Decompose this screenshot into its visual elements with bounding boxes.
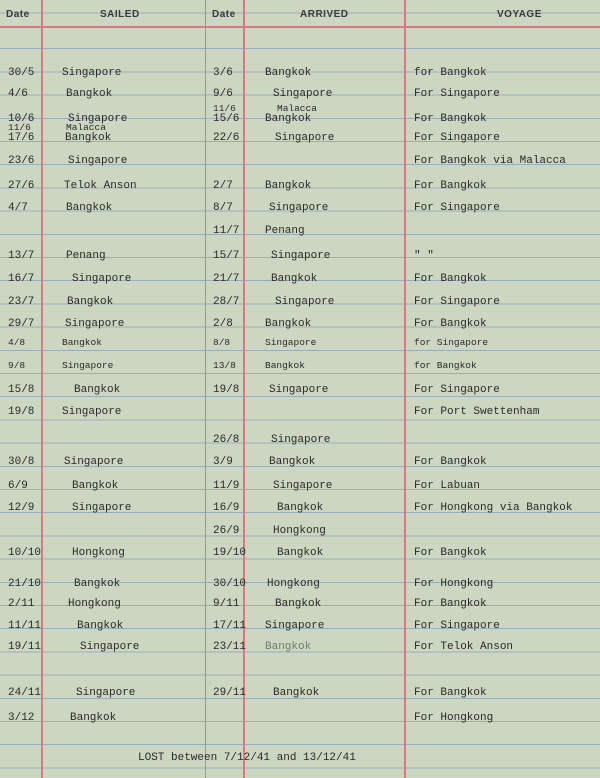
sailed-date-cell: 2/11 xyxy=(8,598,35,610)
arrived-date-cell: 17/11 xyxy=(213,620,247,632)
sailed-port-cell: Telok Anson xyxy=(64,180,137,192)
arrived-date-cell: 2/8 xyxy=(213,318,233,330)
arrived-date-cell: 11/9 xyxy=(213,480,240,492)
voyage-cell: For Hongkong xyxy=(414,712,494,724)
arrived-port-cell: Bangkok xyxy=(277,547,324,559)
sailed-port-cell: Bangkok xyxy=(65,132,112,144)
sailed-port-cell: Bangkok xyxy=(74,578,121,590)
arrived-port-cell: Singapore xyxy=(271,250,331,262)
arrived-port-cell: Malacca xyxy=(277,103,317,114)
voyage-cell: For Singapore xyxy=(414,296,500,308)
sailed-port-cell: Singapore xyxy=(72,273,132,285)
sailed-port-cell: Singapore xyxy=(68,113,128,125)
sailed-port-cell: Singapore xyxy=(64,456,124,468)
header-arrived: ARRIVED xyxy=(300,9,349,20)
sailed-port-cell: Singapore xyxy=(72,502,132,514)
sailed-port-cell: Singapore xyxy=(80,641,140,653)
sailed-date-cell: 30/8 xyxy=(8,456,35,468)
arrived-date-cell: 19/8 xyxy=(213,384,240,396)
sailed-port-cell: Bangkok xyxy=(62,337,102,348)
arrived-port-cell: Penang xyxy=(265,225,305,237)
voyage-cell: For Bangkok xyxy=(414,113,487,125)
arrived-date-cell: 3/9 xyxy=(213,456,233,468)
sailed-port-cell: Singapore xyxy=(68,155,128,167)
arrived-port-cell: Bangkok xyxy=(275,598,322,610)
sailed-date-cell: 10/6 xyxy=(8,113,35,125)
arrived-port-cell: Singapore xyxy=(275,132,335,144)
sailed-port-cell: Bangkok xyxy=(77,620,124,632)
sailed-date-cell: 11/6 xyxy=(8,122,31,133)
sailed-port-cell: Bangkok xyxy=(74,384,121,396)
sailed-port-cell: Singapore xyxy=(65,318,125,330)
sailed-date-cell: 24/11 xyxy=(8,687,42,699)
sailed-date-cell: 23/6 xyxy=(8,155,35,167)
voyage-cell: For Hongkong via Bangkok xyxy=(414,502,573,514)
arrived-date-cell: 15/6 xyxy=(213,113,240,125)
sailed-port-cell: Malacca xyxy=(66,122,106,133)
arrived-port-cell: Singapore xyxy=(265,337,317,348)
sailed-date-cell: 11/11 xyxy=(8,620,42,632)
arrived-date-cell: 2/7 xyxy=(213,180,233,192)
voyage-cell: For Bangkok xyxy=(414,273,487,285)
sailed-date-cell: 30/5 xyxy=(8,67,35,79)
sailed-date-cell: 9/8 xyxy=(8,360,26,371)
arrived-port-cell: Hongkong xyxy=(267,578,320,590)
arrived-date-cell: 8/7 xyxy=(213,202,233,214)
arrived-date-cell: 28/7 xyxy=(213,296,240,308)
arrived-date-cell: 26/9 xyxy=(213,525,240,537)
arrived-port-cell: Bangkok xyxy=(265,641,312,653)
voyage-cell: For Singapore xyxy=(414,132,500,144)
voyage-cell: For Bangkok xyxy=(414,687,487,699)
voyage-cell: For Telok Anson xyxy=(414,641,514,653)
sailed-port-cell: Bangkok xyxy=(66,88,113,100)
sailed-date-cell: 23/7 xyxy=(8,296,35,308)
arrived-date-cell: 23/11 xyxy=(213,641,247,653)
arrived-date-cell: 13/8 xyxy=(213,360,236,371)
arrived-port-cell: Bangkok xyxy=(265,318,312,330)
arrived-date-cell: 11/7 xyxy=(213,225,240,237)
sailed-port-cell: Singapore xyxy=(76,687,136,699)
arrived-port-cell: Bangkok xyxy=(265,67,312,79)
sailed-port-cell: Hongkong xyxy=(72,547,125,559)
sailed-port-cell: Bangkok xyxy=(72,480,119,492)
sailed-date-cell: 15/8 xyxy=(8,384,35,396)
sailed-date-cell: 19/8 xyxy=(8,406,35,418)
arrived-date-cell: 8/8 xyxy=(213,337,231,348)
sailed-date-cell: 3/12 xyxy=(8,712,35,724)
voyage-cell: For Labuan xyxy=(414,480,481,492)
arrived-date-cell: 26/8 xyxy=(213,434,240,446)
sailed-date-cell: 10/10 xyxy=(8,547,42,559)
sailed-port-cell: Singapore xyxy=(62,406,122,418)
arrived-date-cell: 9/11 xyxy=(213,598,240,610)
voyage-cell: for Bangkok xyxy=(414,360,477,371)
voyage-cell: for Bangkok xyxy=(414,67,487,79)
sailed-port-cell: Bangkok xyxy=(66,202,113,214)
arrived-date-cell: 15/7 xyxy=(213,250,240,262)
arrived-date-cell: 3/6 xyxy=(213,67,233,79)
sailed-port-cell: Hongkong xyxy=(68,598,121,610)
sailed-port-cell: Penang xyxy=(66,250,106,262)
arrived-date-cell: 21/7 xyxy=(213,273,240,285)
arrived-port-cell: Bangkok xyxy=(265,360,305,371)
arrived-port-cell: Singapore xyxy=(273,480,333,492)
sailed-port-cell: Singapore xyxy=(62,67,122,79)
sailed-date-cell: 27/6 xyxy=(8,180,35,192)
arrived-date-cell: 16/9 xyxy=(213,502,240,514)
arrived-port-cell: Singapore xyxy=(269,384,329,396)
arrived-port-cell: Bangkok xyxy=(271,273,318,285)
header-date-sailed: Date xyxy=(6,9,30,20)
sailed-date-cell: 19/11 xyxy=(8,641,42,653)
sailed-date-cell: 4/6 xyxy=(8,88,28,100)
voyage-cell: For Bangkok xyxy=(414,598,487,610)
header-sailed: SAILED xyxy=(100,9,140,20)
arrived-port-cell: Bangkok xyxy=(265,113,312,125)
voyage-cell: For Bangkok xyxy=(414,456,487,468)
voyage-cell: For Singapore xyxy=(414,620,500,632)
sailed-port-cell: Singapore xyxy=(62,360,114,371)
lost-note: LOST between 7/12/41 and 13/12/41 xyxy=(138,752,356,764)
voyage-cell: For Port Swettenham xyxy=(414,406,540,418)
arrived-port-cell: Hongkong xyxy=(273,525,326,537)
sailed-date-cell: 21/10 xyxy=(8,578,42,590)
arrived-date-cell: 9/6 xyxy=(213,88,233,100)
arrived-port-cell: Singapore xyxy=(275,296,335,308)
arrived-port-cell: Bangkok xyxy=(273,687,320,699)
arrived-port-cell: Singapore xyxy=(271,434,331,446)
arrived-date-cell: 22/6 xyxy=(213,132,240,144)
voyage-cell: For Bangkok via Malacca xyxy=(414,155,566,167)
voyage-cell: For Singapore xyxy=(414,202,500,214)
header-voyage: VOYAGE xyxy=(497,9,542,20)
voyage-cell: For Bangkok xyxy=(414,180,487,192)
arrived-date-cell: 29/11 xyxy=(213,687,247,699)
voyage-cell: " " xyxy=(414,250,434,262)
arrived-port-cell: Bangkok xyxy=(277,502,324,514)
sailed-date-cell: 29/7 xyxy=(8,318,35,330)
sailed-port-cell: Bangkok xyxy=(70,712,117,724)
sailed-date-cell: 12/9 xyxy=(8,502,35,514)
voyage-cell: For Singapore xyxy=(414,384,500,396)
sailed-date-cell: 13/7 xyxy=(8,250,35,262)
sailed-date-cell: 4/8 xyxy=(8,337,26,348)
sailed-port-cell: Bangkok xyxy=(67,296,114,308)
arrived-date-cell: 30/10 xyxy=(213,578,247,590)
voyage-cell: For Bangkok xyxy=(414,318,487,330)
arrived-date-cell: 19/10 xyxy=(213,547,247,559)
voyage-cell: For Bangkok xyxy=(414,547,487,559)
voyage-cell: For Singapore xyxy=(414,88,500,100)
sailed-date-cell: 4/7 xyxy=(8,202,28,214)
arrived-port-cell: Singapore xyxy=(273,88,333,100)
sailed-date-cell: 6/9 xyxy=(8,480,28,492)
arrived-port-cell: Singapore xyxy=(265,620,325,632)
sailed-date-cell: 17/6 xyxy=(8,132,35,144)
header-date-arrived: Date xyxy=(212,9,236,20)
voyage-cell: For Hongkong xyxy=(414,578,494,590)
arrived-port-cell: Singapore xyxy=(269,202,329,214)
arrived-date-cell: 11/6 xyxy=(213,103,236,114)
sailed-date-cell: 16/7 xyxy=(8,273,35,285)
arrived-port-cell: Bangkok xyxy=(269,456,316,468)
arrived-port-cell: Bangkok xyxy=(265,180,312,192)
voyage-cell: for Singapore xyxy=(414,337,489,348)
